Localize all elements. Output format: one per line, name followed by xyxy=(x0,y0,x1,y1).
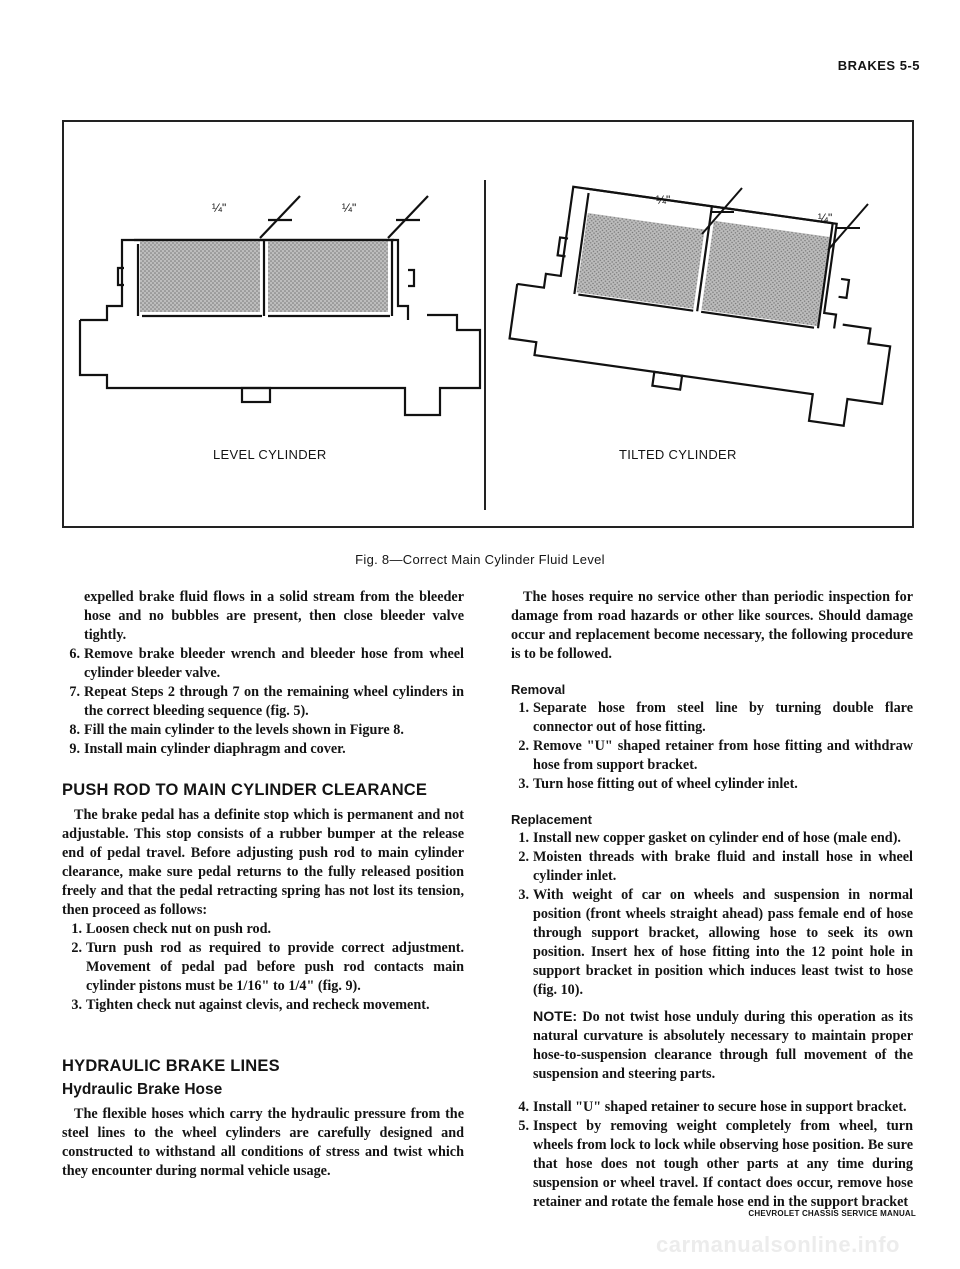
list-item: 1. Install new copper gasket on cylinder end of hose (male end). xyxy=(518,830,901,846)
list-item: 2. Turn push rod as required to provide correct adjustment. Movement of pedal pad before push rod contacts main cylinder pistons must be 1/16" to 1/4" (fig. 9). xyxy=(71,940,464,994)
tilted-cylinder-drawing xyxy=(504,181,906,431)
replacement-title: Replacement xyxy=(511,812,592,827)
svg-text:¼": ¼" xyxy=(212,201,227,215)
svg-text:¼": ¼" xyxy=(656,193,671,207)
list-item: 5. Inspect by removing weight completely from wheel, turn wheels from lock to lock while observing hose position. Be sure that hose does not tough other parts at any time during suspension or wheel travel. If contact does occur, remove hose retainer and rotate the female hose end in the support bracket xyxy=(518,1118,913,1210)
bleeding-steps xyxy=(62,645,464,759)
watermark: carmanualsonline.info xyxy=(656,1232,900,1257)
subsection-intro: The flexible hoses which carry the hydraulic pressure from the steel lines to the wheel cylinders are carefully designed and constructed to withstand all conditions of stress and twist which they encounter during normal vehicle usage. xyxy=(62,1106,464,1179)
level-cylinder-drawing xyxy=(80,196,480,415)
list-item: 6. Remove brake bleeder wrench and bleeder hose from wheel cylinder bleeder valve. xyxy=(69,646,464,681)
note-text: Do not twist hose unduly during this operation as its natural curvature is absolutely necessary to maintain proper hose-to-suspension clearance through full movement of the suspension and steering parts. xyxy=(533,1009,914,1082)
replacement-steps xyxy=(511,829,913,1000)
clearance-steps xyxy=(62,920,464,1015)
svg-text:¼": ¼" xyxy=(342,201,357,215)
continued-step: expelled brake fluid flows in a solid stream from the bleeder hose and no bubbles are present, then close bleeder valve tightly. xyxy=(84,589,464,643)
note-label: NOTE: xyxy=(533,1009,578,1025)
section-title: HYDRAULIC BRAKE LINES xyxy=(62,1057,280,1075)
list-item: 7. Repeat Steps 2 through 7 on the remaining wheel cylinders in the correct bleeding sequence (fig. 5). xyxy=(69,684,464,719)
section-title: PUSH ROD TO MAIN CYLINDER CLEARANCE xyxy=(62,781,428,799)
manual-footer: CHEVROLET CHASSIS SERVICE MANUAL xyxy=(748,1209,916,1218)
fluid-level-illustration xyxy=(62,120,914,528)
section-intro: The brake pedal has a definite stop which is permanent and not adjustable. This stop consists of a rubber bumper at the release end of pedal travel. Before adjusting push rod to main cylinder clearance, make sure pedal returns to the fully released position freely and that the pedal retracting spring has not lost its tension, then proceed as follows: xyxy=(62,807,464,918)
left-column xyxy=(62,588,464,1181)
removal-steps xyxy=(511,699,913,794)
list-item: 2. Remove "U" shaped retainer from hose fitting and withdraw hose from support bracket. xyxy=(518,738,913,773)
list-item: 4. Install "U" shaped retainer to secure hose in support bracket. xyxy=(518,1099,907,1115)
list-item: 9. Install main cylinder diaphragm and cover. xyxy=(69,741,346,757)
subsection-title: Hydraulic Brake Hose xyxy=(62,1081,223,1098)
figure-caption: Fig. 8—Correct Main Cylinder Fluid Level xyxy=(355,552,605,567)
list-item: 3. With weight of car on wheels and suspension in normal position (front wheels straight ahead) pass female end of hose through support bracket, allowing hose to seek its own position. Insert hex of hose fitting into the 12 point hole in support bracket in position which induces least twist to hose (fig. 10). xyxy=(518,887,913,998)
tilted-cylinder-label: TILTED CYLINDER xyxy=(619,447,737,462)
removal-title: Removal xyxy=(511,682,566,697)
list-item: 1. Separate hose from steel line by turning double flare connector out of hose fitting. xyxy=(518,700,913,735)
note-block xyxy=(511,1008,913,1084)
level-cylinder-label: LEVEL CYLINDER xyxy=(213,447,327,462)
list-item: 8. Fill the main cylinder to the levels shown in Figure 8. xyxy=(69,722,404,738)
list-item: 3. Turn hose fitting out of wheel cylinder inlet. xyxy=(518,776,798,792)
list-item: 2. Moisten threads with brake fluid and install hose in wheel cylinder inlet. xyxy=(518,849,913,884)
svg-text:¼": ¼" xyxy=(818,211,833,225)
right-column xyxy=(511,588,913,1212)
hose-intro: The hoses require no service other than periodic inspection for damage from road hazards or other like sources. Should damage occur and replacement become necessary, the following procedure is to be followed. xyxy=(511,589,913,662)
list-item: 3. Tighten check nut against clevis, and recheck movement. xyxy=(71,997,430,1013)
list-item: 1. Loosen check nut on push rod. xyxy=(71,921,272,937)
later-steps xyxy=(511,1098,913,1212)
page-header: BRAKES 5-5 xyxy=(837,58,920,73)
